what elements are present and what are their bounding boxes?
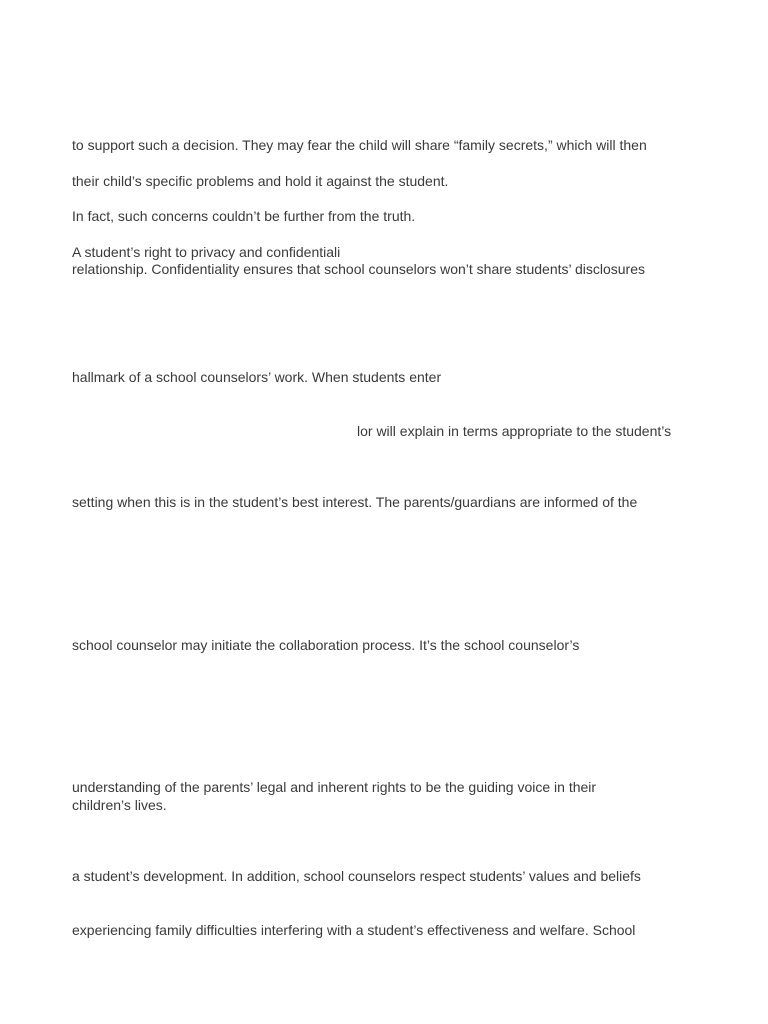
text-line: relationship. Confidentiality ensures that school counselors won’t share students’ disclosures	[72, 261, 646, 277]
text-line: A student’s right to privacy and confidentiali	[72, 244, 341, 260]
text-line: their child’s specific problems and hold it against the student.	[72, 173, 449, 189]
text-line: setting when this is in the student’s best interest. The parents/guardians are informed of the	[72, 494, 638, 510]
text-line: to support such a decision. They may fear the child will share “family secrets,” which will then	[72, 137, 647, 153]
text-line: experiencing family difficulties interfering with a student’s effectiveness and welfare. School	[72, 922, 636, 938]
text-line: lor will explain in terms appropriate to the student’s	[357, 423, 672, 439]
text-line: hallmark of a school counselors’ work. When students enter	[72, 369, 442, 385]
text-line: understanding of the parents’ legal and inherent rights to be the guiding voice in their	[72, 779, 597, 795]
text-line: children’s lives.	[72, 797, 167, 813]
text-line: In fact, such concerns couldn’t be further from the truth.	[72, 208, 416, 224]
text-line: a student’s development. In addition, school counselors respect students’ values and beliefs	[72, 868, 641, 884]
text-line: school counselor may initiate the collaboration process. It’s the school counselor’s	[72, 637, 580, 653]
